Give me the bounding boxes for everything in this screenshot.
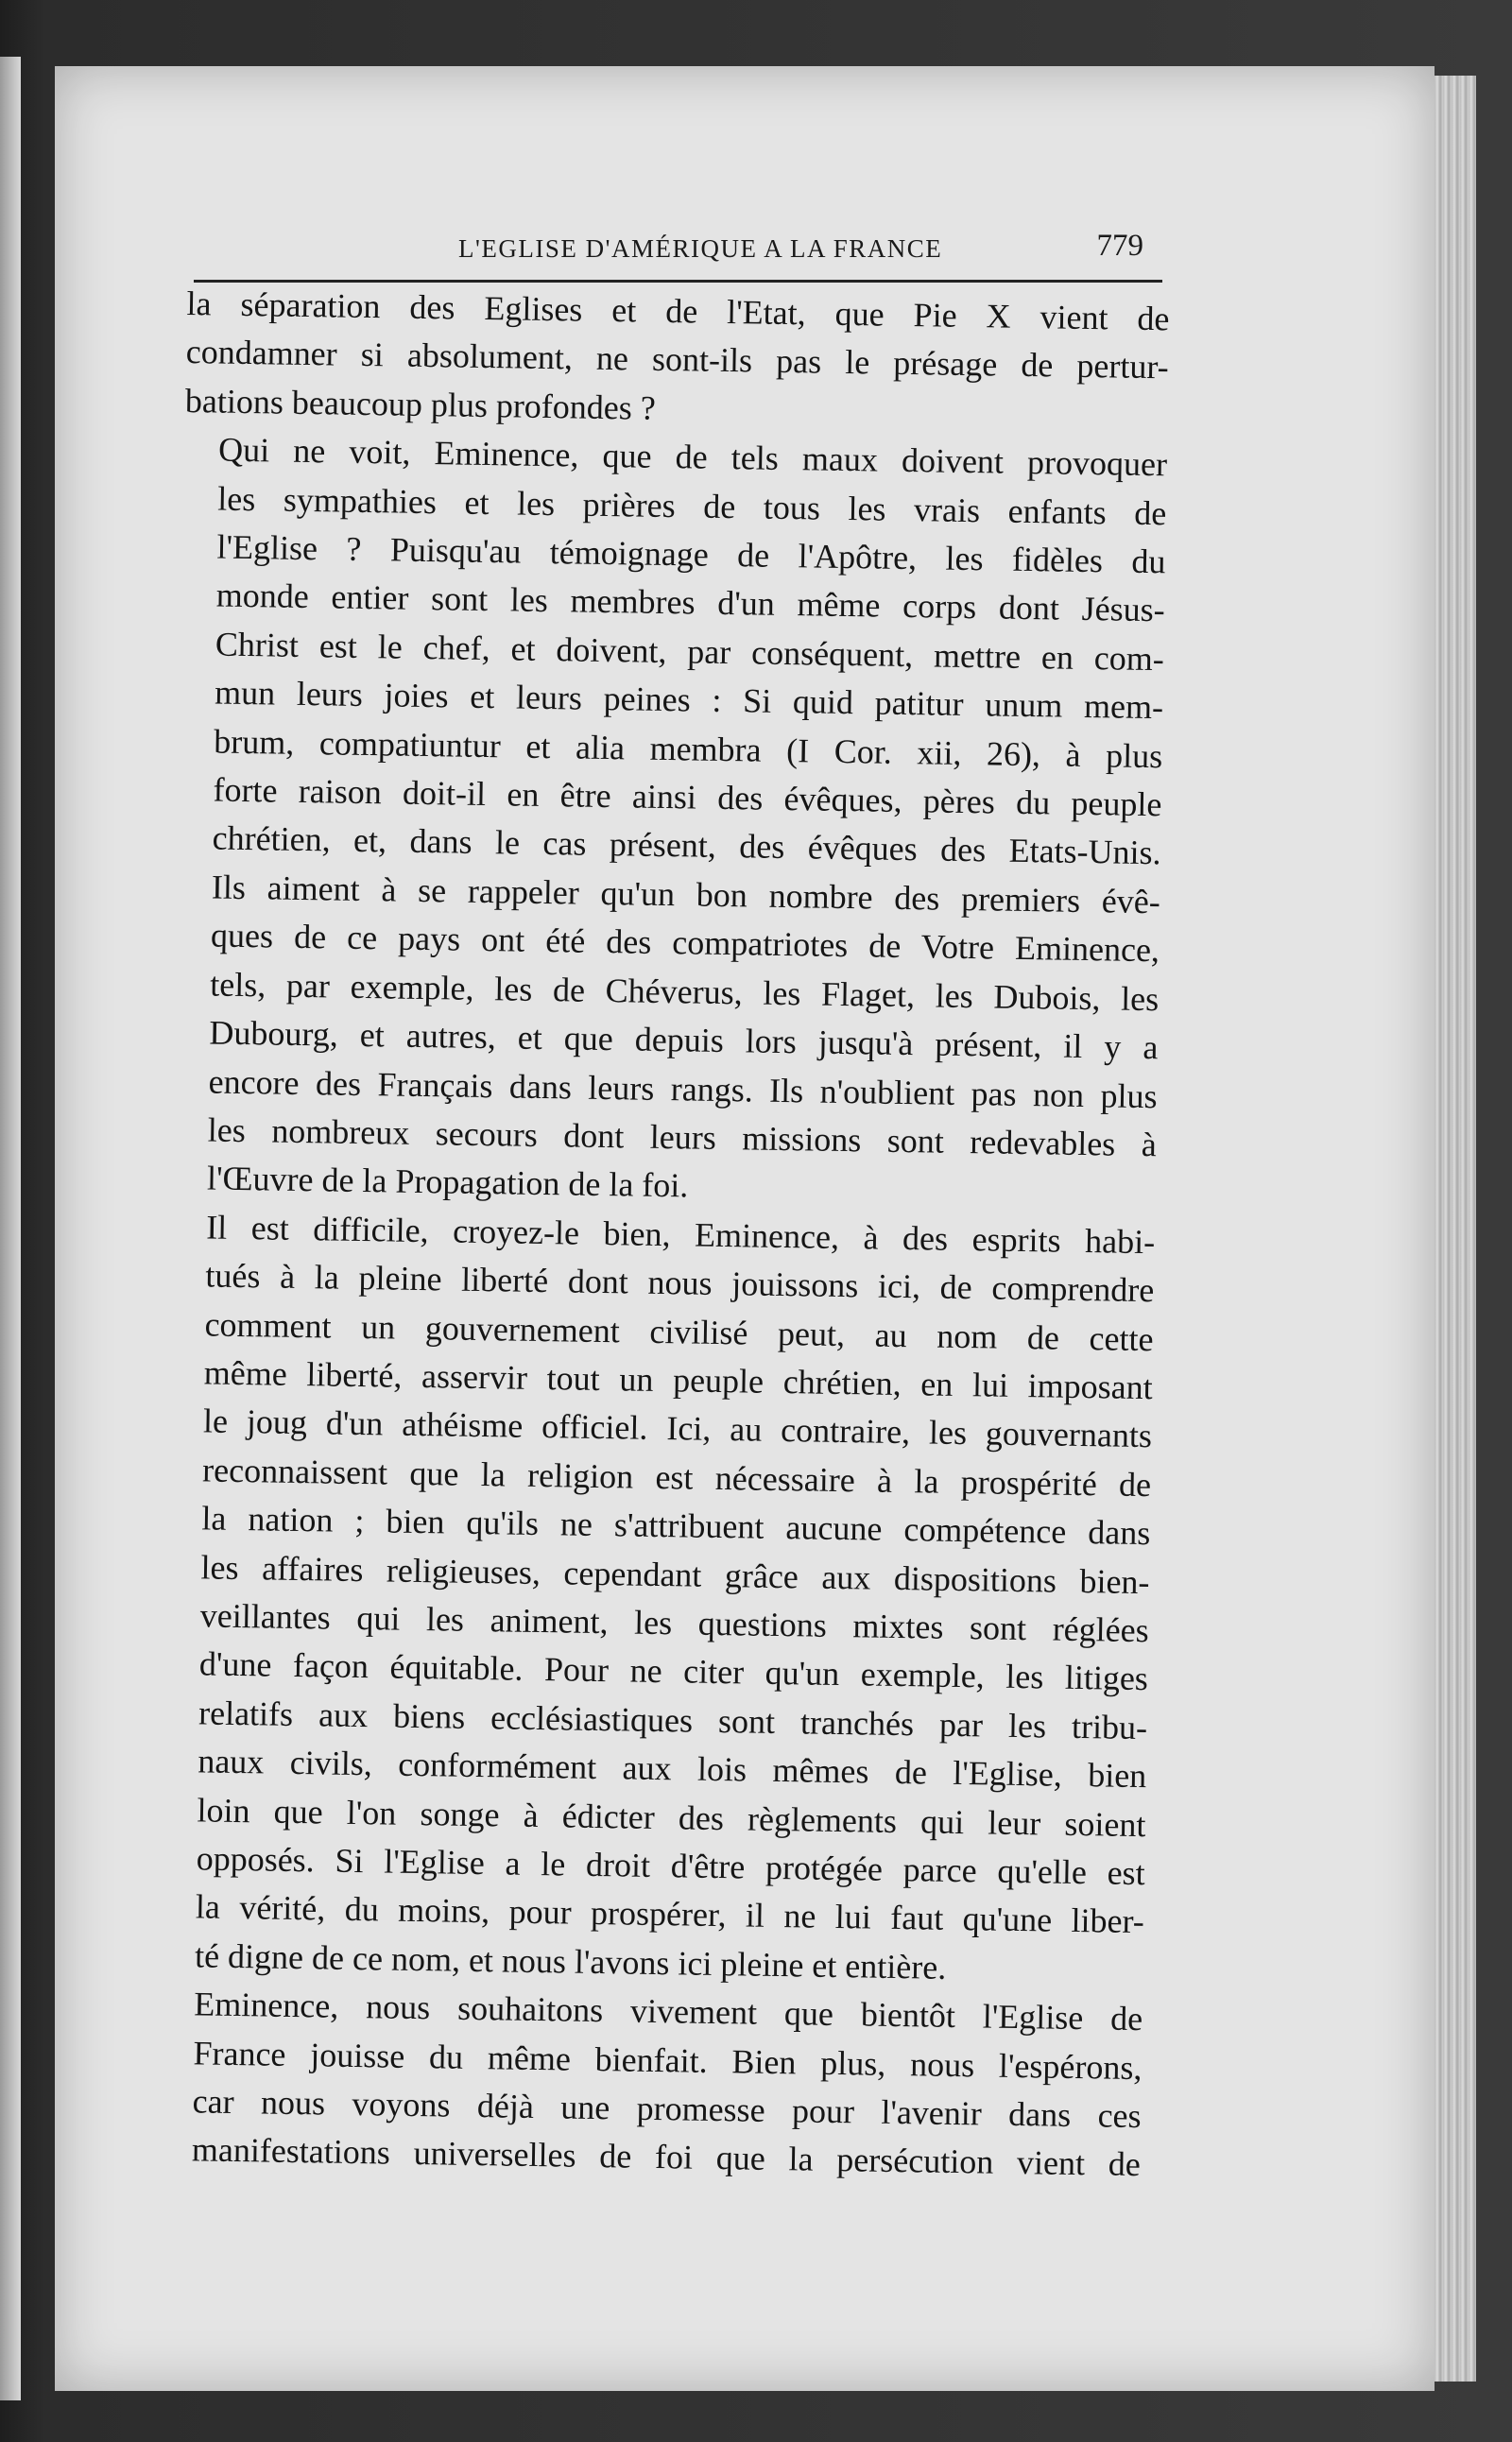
text-line: les nombreux secours dont leurs missions sont redevables à: [207, 1110, 1158, 1164]
text-line: Il est difficile, croyez-le bien, Eminence, à des esprits habi-: [205, 1208, 1156, 1261]
text-line: manifestations universelles de foi que la persécution vient de: [191, 2130, 1142, 2184]
text-line: car nous voyons déjà une promesse pour l'avenir dans ces: [192, 2082, 1142, 2136]
text-line: Christ est le chef, et doivent, par conséquent, mettre en com-: [215, 625, 1165, 679]
paragraph: [185, 280, 1170, 441]
text-line: Ils aiment à se rappeler qu'un bon nombre des premiers évê-: [211, 868, 1161, 921]
text-line: loin que l'on songe à édicter des règlements qui leur soient: [197, 1790, 1146, 1844]
text-line: monde entier sont les membres d'un même corps dont Jésus-: [215, 576, 1165, 629]
text-line: reconnaissent que la religion est nécessaire à la prospérité de: [201, 1451, 1152, 1504]
text-line: naux civils, conformément aux lois mêmes de l'Eglise, bien: [198, 1742, 1147, 1796]
text-line: brum, compatiuntur et alia membra (I Cor. xii, 26), à plus: [214, 722, 1163, 775]
text-line: tués à la pleine liberté dont nous jouissons ici, de comprendre: [205, 1256, 1155, 1310]
text-line: bations beaucoup plus profondes ?: [184, 381, 657, 427]
text-line: ques de ce pays ont été des compatriotes de Votre Eminence,: [210, 916, 1160, 970]
text-line: encore des Français dans leurs rangs. Ils n'oublient pas non plus: [208, 1061, 1158, 1115]
paragraph: [173, 425, 1168, 1218]
text-line: mun leurs joies et leurs peines : Si quid patitur unum mem-: [214, 673, 1164, 727]
paragraph: [161, 1203, 1156, 1996]
text-line: Qui ne voit, Eminence, que de tels maux doivent provoquer: [217, 430, 1168, 484]
text-line: la vérité, du moins, pour prospérer, il ne lui faut qu'une liber-: [195, 1887, 1145, 1941]
text-line: chrétien, et, dans le cas présent, des évêques des Etats-Unis.: [212, 818, 1161, 872]
text-line: France jouisse du même bienfait. Bien plus, nous l'espérons,: [193, 2033, 1143, 2087]
text-line: la nation ; bien qu'ils ne s'attribuent aucune compétence dans: [201, 1499, 1151, 1553]
text-line: condamner si absolument, ne sont-ils pas le présage de pertur-: [185, 333, 1169, 387]
text-line: l'Œuvre de la Propagation de la foi.: [206, 1159, 689, 1205]
text-line: opposés. Si l'Eglise a le droit d'être protégée parce qu'elle est: [196, 1839, 1145, 1893]
text-line: té digne de ce nom, et nous l'avons ici pleine et entière.: [194, 1936, 947, 1986]
running-header: [194, 223, 1162, 283]
body-text: [158, 280, 1170, 2190]
text-line: tels, par exemple, les de Chéverus, les Flaget, les Dubois, les: [209, 965, 1160, 1018]
previous-page-edge: [0, 57, 21, 2400]
text-line: forte raison doit-il en être ainsi des évêques, pères du peuple: [213, 770, 1162, 824]
text-line: l'Eglise ? Puisqu'au témoignage de l'Apôtre, les fidèles du: [216, 527, 1166, 581]
running-title: L'EGLISE D'AMÉRIQUE A LA FRANCE: [458, 234, 943, 263]
text-line: même liberté, asservir tout un peuple chrétien, en lui imposant: [203, 1353, 1154, 1407]
text-line: veillantes qui les animent, les questions mixtes sont réglées: [199, 1596, 1149, 1650]
text-line: le joug d'un athéisme officiel. Ici, au contraire, les gouvernants: [202, 1402, 1153, 1455]
page-number: 779: [1096, 229, 1143, 263]
text-line: comment un gouvernement civilisé peut, au nom de cette: [204, 1304, 1154, 1358]
text-line: d'une façon équitable. Pour ne citer qu'un exemple, les litiges: [198, 1644, 1149, 1698]
paragraph: [158, 1980, 1143, 2190]
text-line: les affaires religieuses, cependant grâce aux dispositions bien-: [200, 1547, 1150, 1601]
text-line: la séparation des Eglises et de l'Etat, que Pie X vient de: [186, 284, 1170, 338]
text-line: Eminence, nous souhaitons vivement que bientôt l'Eglise de: [194, 1985, 1143, 2038]
text-line: relatifs aux biens ecclésiastiques sont tranchés par les tribu-: [198, 1694, 1148, 1746]
text-line: Dubourg, et autres, et que depuis lors jusqu'à présent, il y a: [209, 1013, 1159, 1067]
text-line: les sympathies et les prières de tous les vrais enfants de: [217, 479, 1167, 532]
